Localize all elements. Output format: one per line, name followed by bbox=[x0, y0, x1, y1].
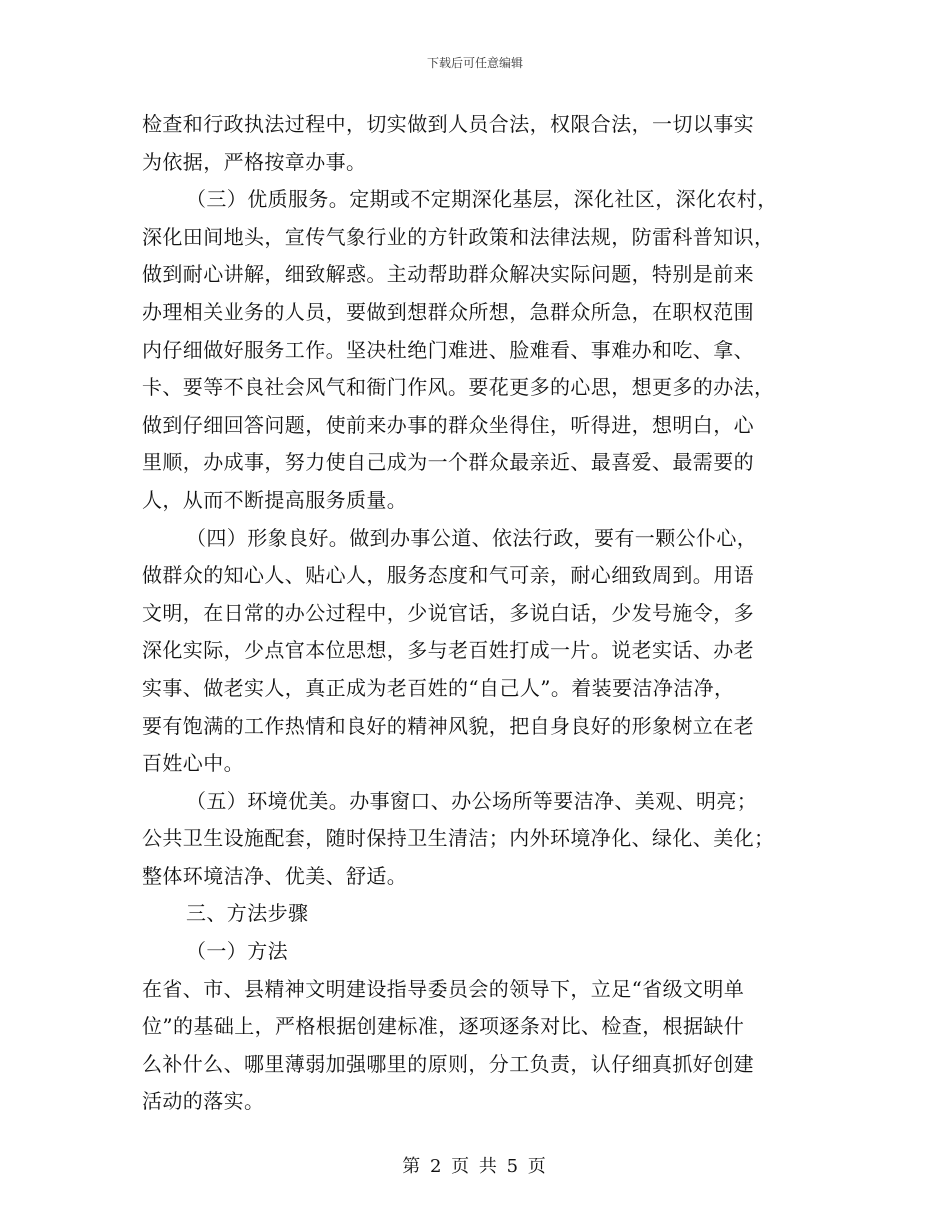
text-line: 在省、市、县精神文明建设指导委员会的领导下，立足“省级文明单 bbox=[142, 976, 745, 1001]
text-line: 里顺，办成事，努力使自己成为一个群众最亲近、最喜爱、最需要的 bbox=[142, 450, 754, 475]
page-number: 第 2 页 共 5 页 bbox=[402, 1156, 548, 1177]
text-line: 公共卫生设施配套，随时保持卫生清洁；内外环境净化、绿化、美化； bbox=[142, 826, 775, 851]
text-line: 要有饱满的工作热情和良好的精神风貌，把自身良好的形象树立在老 bbox=[142, 713, 754, 738]
document-body bbox=[142, 106, 812, 1121]
text-line: （一）方法 bbox=[186, 939, 288, 964]
text-line: （三）优质服务。定期或不定期深化基层，深化社区，深化农村， bbox=[186, 187, 778, 212]
text-line: 深化田间地头，宣传气象行业的方针政策和法律法规，防雷科普知识， bbox=[142, 224, 775, 249]
text-line: 深化实际，少点官本位思想，多与老百姓打成一片。说老实话、办老 bbox=[142, 638, 754, 663]
text-line: 检查和行政执法过程中，切实做到人员合法，权限合法，一切以事实 bbox=[142, 112, 754, 136]
text-line: （五）环境优美。办事窗口、办公场所等要洁净、美观、明亮； bbox=[186, 788, 758, 813]
text-line: 做到仔细回答问题，使前来办事的群众坐得住，听得进，想明白，心 bbox=[142, 412, 754, 437]
text-line: 三、方法步骤 bbox=[186, 901, 309, 926]
text-line: 做到耐心讲解，细致解惑。主动帮助群众解决实际问题，特别是前来 bbox=[142, 262, 754, 287]
text-line: （四）形象良好。做到办事公道、依法行政，要有一颗公仆心， bbox=[186, 525, 758, 550]
header-note: 下载后可任意编辑 bbox=[426, 56, 523, 70]
text-line: 文明，在日常的办公过程中，少说官话，多说白话，少发号施令，多 bbox=[142, 600, 754, 625]
text-line: 活动的落实。 bbox=[142, 1089, 265, 1114]
text-line: 做群众的知心人、贴心人，服务态度和气可亲，耐心细致周到。用语 bbox=[142, 563, 754, 588]
text-line: 卡、要等不良社会风气和衙门作风。要花更多的心思，想更多的办法， bbox=[142, 375, 775, 400]
text-line: 人，从而不断提高服务质量。 bbox=[142, 487, 408, 512]
text-line: 么补什么、哪里薄弱加强哪里的原则，分工负责，认仔细真抓好创建 bbox=[142, 1051, 754, 1076]
text-line: 办理相关业务的人员，要做到想群众所想，急群众所急，在职权范围 bbox=[142, 299, 754, 324]
text-line: 内仔细做好服务工作。坚决杜绝门难进、脸难看、事难办和吃、拿、 bbox=[142, 337, 754, 362]
text-line: 整体环境洁净、优美、舒适。 bbox=[142, 863, 408, 888]
text-line: 实事、做老实人，真正成为老百姓的“自己人”。着装要洁净洁净， bbox=[142, 675, 735, 700]
text-line: 百姓心中。 bbox=[142, 751, 244, 776]
text-line: 为依据，严格按章办事。 bbox=[142, 149, 367, 174]
text-line: 位”的基础上，严格根据创建标准，逐项逐条对比、检查，根据缺什 bbox=[142, 1014, 745, 1039]
